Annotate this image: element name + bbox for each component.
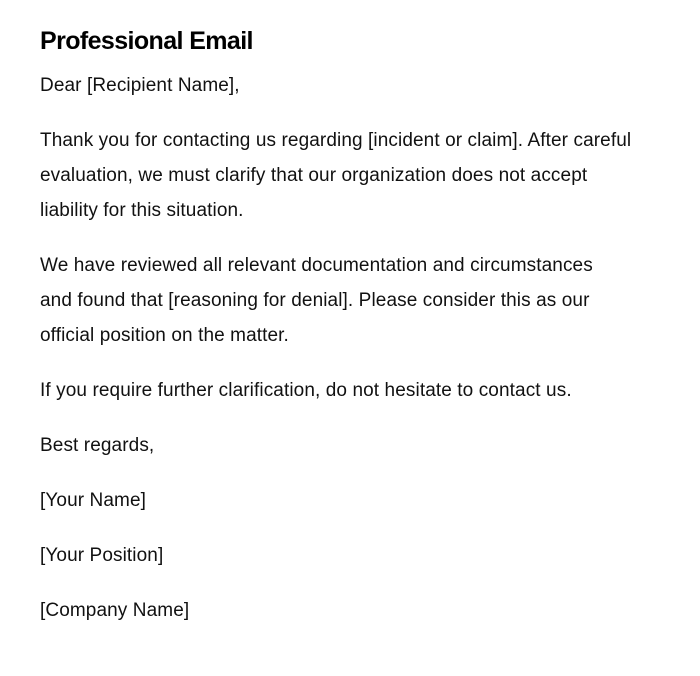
document-title: Professional Email [40,27,253,55]
body-paragraph-2: We have reviewed all relevant documentation and circumstances and found that [reasoning for denial]. Please consider this as our official position on the matter. [40,255,593,346]
body-paragraph-1: Thank you for contacting us regarding [incident or claim]. After careful evaluation, we must clarify that our organization does not accept liability for this situation. [40,130,632,221]
closing: Best regards, [40,435,155,456]
greeting: Dear [Recipient Name], [40,75,240,96]
signature-position: [Your Position] [40,545,164,566]
signature-company: [Company Name] [40,600,190,621]
body-paragraph-3: If you require further clarification, do not hesitate to contact us. [40,380,572,401]
signature-name: [Your Name] [40,490,147,511]
